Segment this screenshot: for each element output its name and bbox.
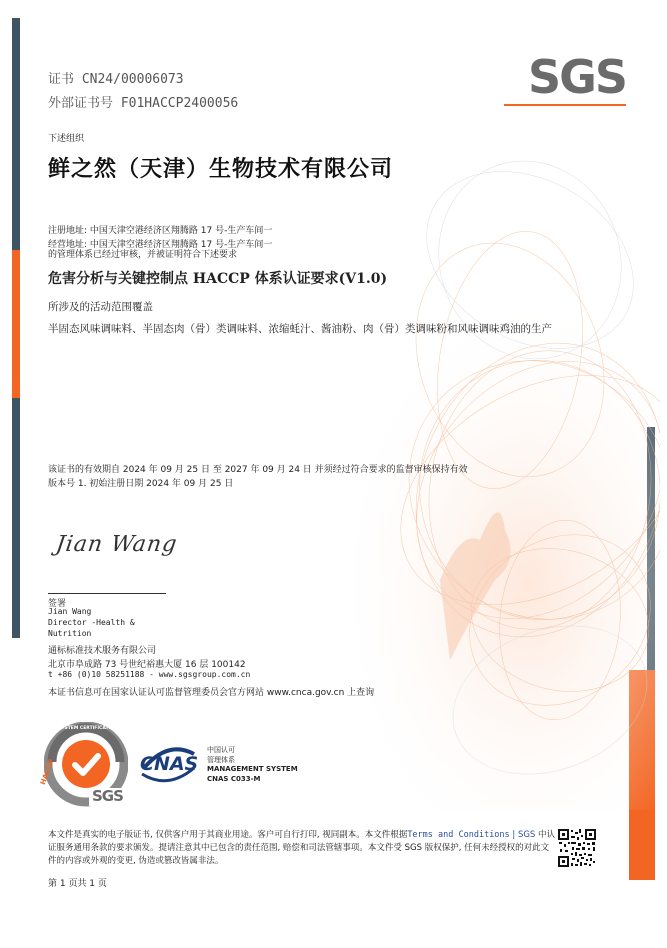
left-bar-slate-bottom — [12, 398, 20, 638]
issuer-name: 通标标准技术服务有限公司 — [48, 646, 157, 656]
cnas-cn-line-2: 管理体系 — [207, 756, 235, 764]
standard-title: 危害分析与关键控制点 HACCP 体系认证要求(V1.0) — [48, 271, 388, 287]
external-certificate-number: 外部证书号 F01HACCP2400056 — [48, 96, 239, 111]
issuer-contact: t +86 (0)10 58251188 - www.sgsgroup.com.cn — [48, 670, 251, 679]
cnas-logo-text: CNAS — [140, 753, 199, 775]
footer-separator: | — [509, 830, 518, 840]
signatory-title-1: Director -Health & — [48, 618, 135, 627]
guilloche-watermark — [330, 60, 660, 920]
signatory-title-2: Nutrition — [48, 629, 92, 638]
cnas-code: CNAS C033-M — [207, 775, 261, 783]
version-text: 版本号 1. 初始注册日期 2024 年 09 月 25 日 — [48, 479, 234, 489]
haccp-badge-label: HACCP — [39, 758, 56, 786]
signature-line — [48, 593, 166, 594]
haccp-badge-ring-text: SYSTEM CERTIFICATION — [58, 726, 118, 731]
page-number: 第 1 页共 1 页 — [48, 879, 107, 889]
scope-label: 所涉及的活动范围覆盖 — [48, 301, 153, 313]
certificate-number: 证书 CN24/00006073 — [48, 72, 184, 87]
qr-code[interactable] — [557, 828, 597, 868]
signatory-label: 签署 — [48, 599, 67, 609]
terms-and-conditions-link[interactable]: Terms and Conditions — [407, 830, 510, 840]
operating-address: 经营地址: 中国天津空港经济区翔腾路 17 号-生产车间一 — [48, 240, 273, 250]
left-bar-orange — [12, 250, 20, 398]
approval-statement: 的管理体系已经过审核，并被证明符合下述要求 — [48, 250, 238, 260]
signatory-name: Jian Wang — [48, 607, 92, 616]
cnas-management-system: MANAGEMENT SYSTEM — [207, 765, 298, 773]
signature: Jian Wang — [54, 532, 179, 557]
haccp-badge-sgs: SGS — [92, 787, 123, 805]
registered-address: 注册地址: 中国天津空港经济区翔腾路 17 号-生产车间一 — [48, 226, 273, 236]
left-bar-slate-top — [12, 18, 20, 250]
footer-text-b: 中认证服务通用条款的要求颁发。提请注意其中已包含的责任范围, 赔偿和司法管辖事项。本文件受 SGS 版权保护, 任何未经授权的对此文件的内容或外观的变更, 伪造或篡改皆属非法。 — [48, 830, 556, 866]
validity-text: 该证书的有效期自 2024 年 09 月 25 日 至 2027 年 09 月 24 日 并须经过符合要求的监督审核保持有效 — [48, 465, 468, 475]
sgs-logo — [504, 50, 626, 110]
cnas-cn-line-1: 中国认可 — [207, 746, 235, 754]
footer-text-a: 本文件是真实的电子版证书, 仅供客户用于其商业用途。客户可自行打印, 视同副本。本文件根据 — [48, 830, 408, 840]
sgs-logo-text: SGS — [528, 50, 627, 104]
organization-name: 鲜之然（天津）生物技术有限公司 — [48, 157, 394, 182]
issuer-address: 北京市阜成路 73 号世纪裕惠大厦 16 层 100142 — [48, 660, 246, 670]
sgs-link[interactable]: SGS — [517, 830, 536, 840]
intro-text: 下述组织 — [48, 134, 85, 144]
scope-text: 半固态风味调味料、半固态肉（骨）类调味料、浓缩蚝汁、酱油粉、肉（骨）类调味粉和风味调味鸡油的生产 — [48, 323, 552, 335]
footer-disclaimer — [48, 829, 556, 868]
verification-text: 本证书信息可在国家认证认可监督管理委员会官方网站 www.cnca.gov.cn 上查询 — [48, 688, 375, 698]
